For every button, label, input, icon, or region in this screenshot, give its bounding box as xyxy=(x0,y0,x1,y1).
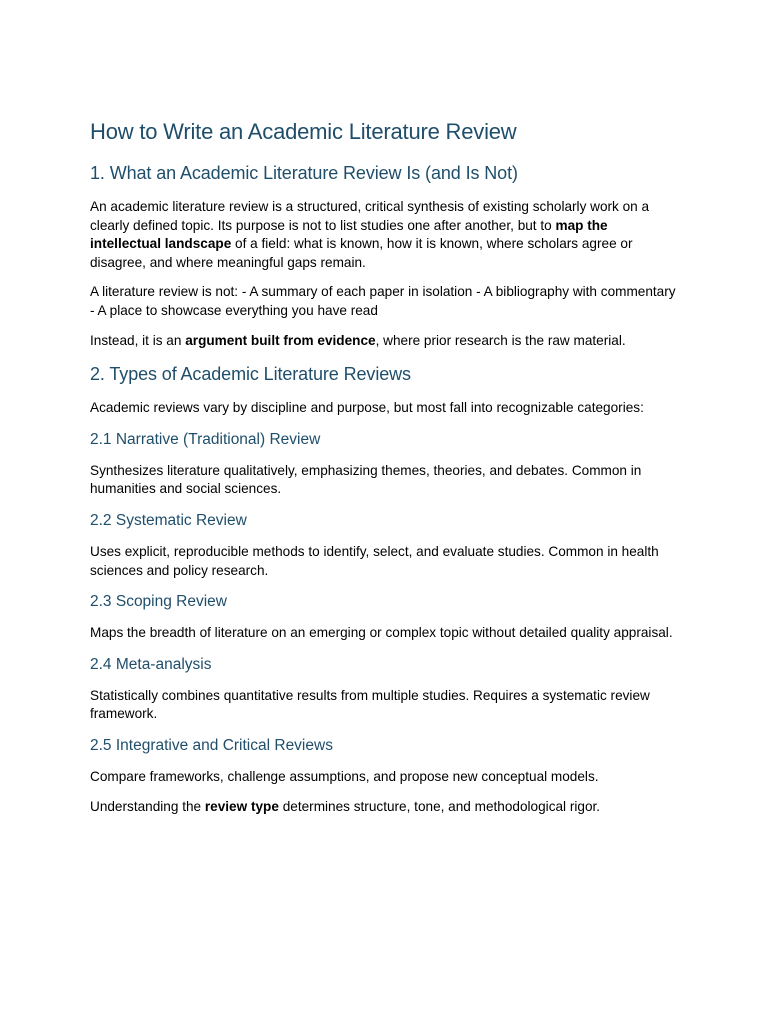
subsection-text: Maps the breadth of literature on an emerging or complex topic without detailed quality appraisal. xyxy=(90,625,673,641)
bold-phrase: argument built from evidence xyxy=(185,332,376,348)
paragraph-text: Understanding the xyxy=(90,798,205,814)
section-1-heading: 1. What an Academic Literature Review Is (and Is Not) xyxy=(90,163,518,183)
subsection-heading: 2.2 Systematic Review xyxy=(90,511,247,529)
paragraph-text: determines structure, tone, and methodological rigor. xyxy=(278,798,601,814)
subsection-heading: 2.3 Scoping Review xyxy=(90,593,227,611)
document-title: How to Write an Academic Literature Review xyxy=(90,119,517,144)
section-2-intro: Academic reviews vary by discipline and purpose, but most fall into recognizable categories: xyxy=(90,400,644,416)
bold-phrase: map the intellectual landscape xyxy=(90,217,608,252)
paragraph-text: An academic literature review is a structured, critical synthesis of existing scholarly work on a clearly defined topic. Its purpose is not to list studies one after another, but to xyxy=(90,199,650,233)
document-content xyxy=(90,116,678,827)
section-2-heading: 2. Types of Academic Literature Reviews xyxy=(90,364,411,385)
subsection-text: Compare frameworks, challenge assumptions, and propose new conceptual models. xyxy=(90,768,599,784)
subsection-heading: 2.4 Meta-analysis xyxy=(90,655,212,673)
paragraph-text: , where prior research is the raw material. xyxy=(375,332,626,348)
paragraph-text: of a field: what is known, how it is known, where scholars agree or disagree, and where meaningful gaps remain. xyxy=(90,236,633,270)
subsection-heading: 2.5 Integrative and Critical Reviews xyxy=(90,736,333,754)
subsection-text: Statistically combines quantitative results from multiple studies. Requires a systematic review framework. xyxy=(90,687,650,722)
subsection-text: Synthesizes literature qualitatively, emphasizing themes, theories, and debates. Common in humanities and social sciences. xyxy=(90,462,642,497)
section-2-closing xyxy=(90,798,678,817)
section-1-paragraph-2: A literature review is not: - A summary of each paper in isolation - A bibliography with commentary - A place to showcase everything you have read xyxy=(90,284,676,318)
bold-phrase: review type xyxy=(204,798,279,814)
subsection-heading: 2.1 Narrative (Traditional) Review xyxy=(90,430,321,448)
subsection-text: Uses explicit, reproducible methods to identify, select, and evaluate studies. Common in health sciences and policy research. xyxy=(90,543,659,578)
paragraph-text: Instead, it is an xyxy=(90,332,186,348)
section-1-paragraph-1 xyxy=(90,198,678,272)
section-1-paragraph-3 xyxy=(90,332,678,351)
